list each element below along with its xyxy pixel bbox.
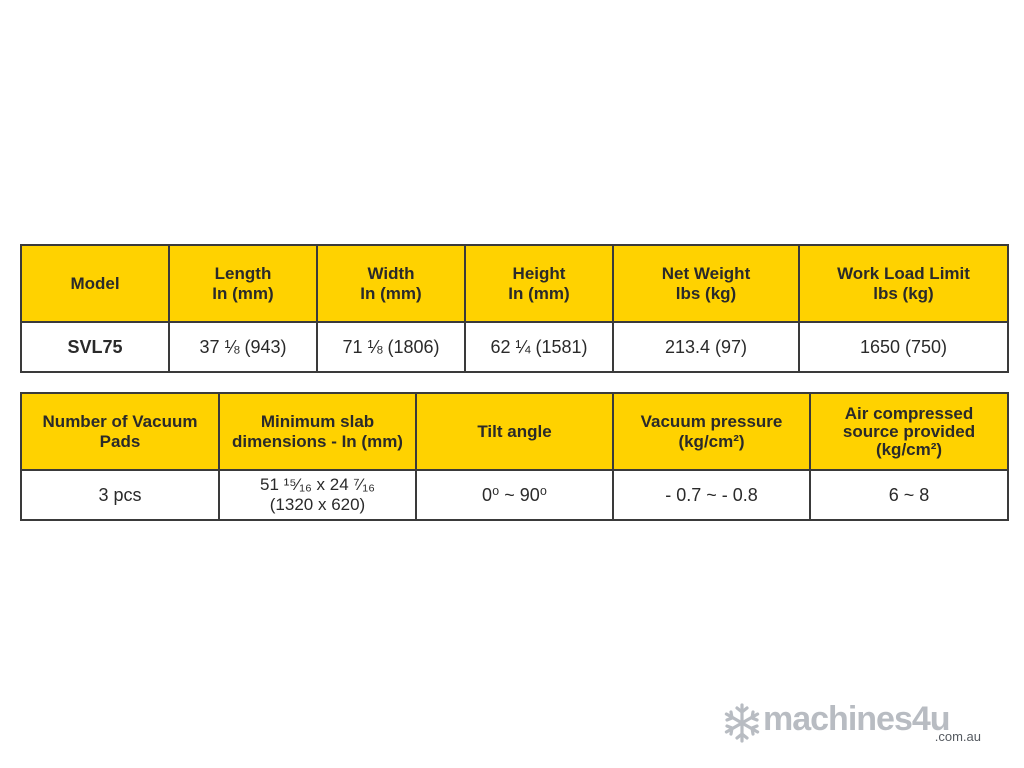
header-minimum-slab-dimensions: Minimum slab dimensions - In (mm) bbox=[219, 393, 416, 470]
table-header-row bbox=[21, 245, 1008, 322]
header-length: Length In (mm) bbox=[169, 245, 317, 322]
header-vacuum-pressure: Vacuum pressure (kg/cm²) bbox=[613, 393, 810, 470]
header-net-weight: Net Weight lbs (kg) bbox=[613, 245, 799, 322]
cell-vacuum-pads: 3 pcs bbox=[21, 470, 219, 520]
table-header-row bbox=[21, 393, 1008, 470]
table-row bbox=[21, 470, 1008, 520]
cell-minimum-slab-dimensions: 51 ¹⁵⁄₁₆ x 24 ⁷⁄₁₆ (1320 x 620) bbox=[219, 470, 416, 520]
brand-wordmark: machines4u bbox=[763, 700, 950, 738]
snowflake-gear-icon bbox=[723, 702, 761, 744]
cell-vacuum-pressure: - 0.7 ~ - 0.8 bbox=[613, 470, 810, 520]
specs-table-dimensions bbox=[20, 244, 1009, 373]
cell-air-compressed-source: 6 ~ 8 bbox=[810, 470, 1008, 520]
cell-height: 62 ¼ (1581) bbox=[465, 322, 613, 372]
header-model: Model bbox=[21, 245, 169, 322]
header-tilt-angle: Tilt angle bbox=[416, 393, 613, 470]
cell-width: 71 ⅛ (1806) bbox=[317, 322, 465, 372]
header-air-compressed-source: Air compressed source provided (kg/cm²) bbox=[810, 393, 1008, 470]
brand-domain: .com.au bbox=[934, 729, 981, 744]
cell-tilt-angle: 0⁰ ~ 90⁰ bbox=[416, 470, 613, 520]
header-height: Height In (mm) bbox=[465, 245, 613, 322]
table-row bbox=[21, 322, 1008, 372]
watermark-logo bbox=[723, 700, 993, 748]
specs-table-vacuum bbox=[20, 392, 1009, 521]
header-width: Width In (mm) bbox=[317, 245, 465, 322]
header-work-load-limit: Work Load Limit lbs (kg) bbox=[799, 245, 1008, 322]
header-number-of-vacuum-pads: Number of Vacuum Pads bbox=[21, 393, 219, 470]
cell-model: SVL75 bbox=[21, 322, 169, 372]
cell-work-load-limit: 1650 (750) bbox=[799, 322, 1008, 372]
cell-net-weight: 213.4 (97) bbox=[613, 322, 799, 372]
cell-length: 37 ⅛ (943) bbox=[169, 322, 317, 372]
